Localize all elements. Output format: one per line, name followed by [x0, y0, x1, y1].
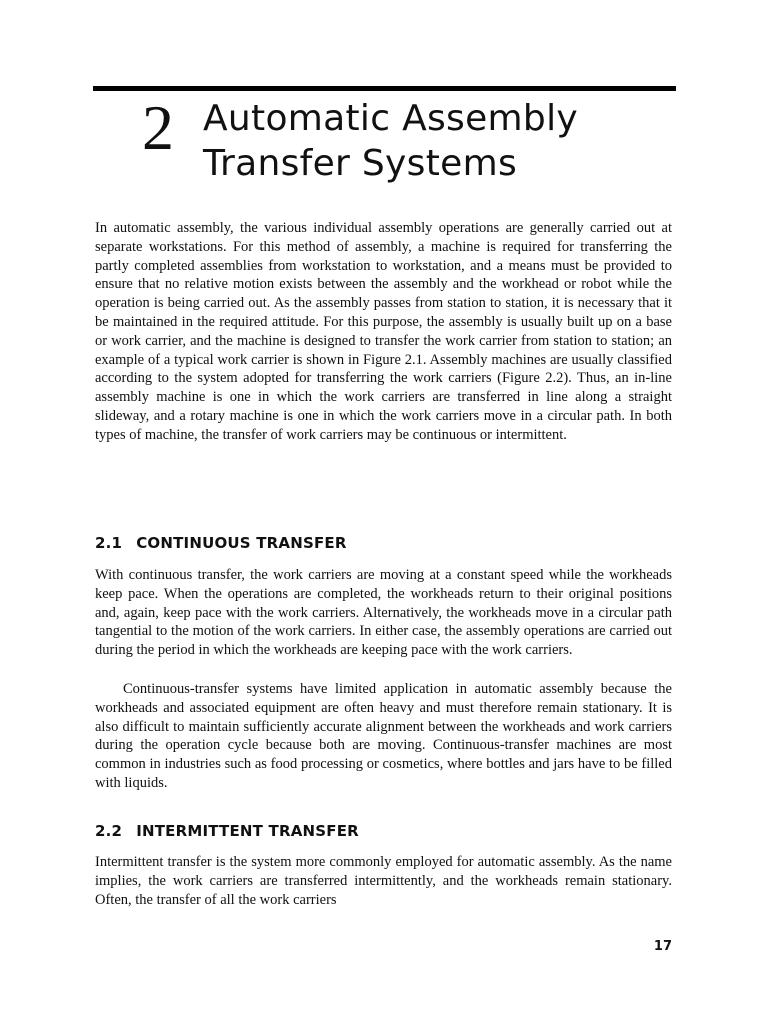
page-number: 17	[653, 939, 672, 954]
intro-paragraph: In automatic assembly, the various individual assembly operations are generally carried out at separate workstations. For this method of assembly, a machine is required for transferring the partly completed assemblies from workstation to workstation, and a means must be provided to ensure that no relative motion exists between the assembly and the workhead or robot while the operation is being carried out. As the assembly passes from station to station, it is necessary that it be maintained in the required attitude. For this purpose, the assembly is usually built up on a base or work carrier, and the machine is designed to transfer the work carrier from station to station; an example of a typical work carrier is shown in Figure 2.1. Assembly machines are usually classified according to the system adopted for transferring the work carriers (Figure 2.2). Thus, an in-line assembly machine is one in which the work carriers are transferred in line along a straight slideway, and a rotary machine is one in which the work carriers move in a circular path. In both types of machine, the transfer of work carriers may be continuous or intermittent.	[95, 220, 672, 443]
section-title: INTERMITTENT TRANSFER	[136, 822, 359, 840]
section-heading-intermittent-transfer	[95, 821, 359, 841]
chapter-title-line-1: Automatic Assembly	[203, 98, 578, 139]
section-title: CONTINUOUS TRANSFER	[136, 534, 347, 552]
chapter-title-line-2: Transfer Systems	[203, 143, 517, 184]
continuous-transfer-paragraph-1: With continuous transfer, the work carriers are moving at a constant speed while the workheads keep pace. When the operations are completed, the workheads return to their original positions and, again, keep pace with the work carriers. Alternatively, the workheads move in a circular path tangential to the motion of the work carriers. In either case, the assembly operations are carried out during the period in which the workheads are keeping pace with the work carriers.	[95, 567, 672, 659]
intermittent-transfer-paragraph-1: Intermittent transfer is the system more commonly employed for automatic assembly. As the name implies, the work carriers are transferred intermittently, and the workheads remain stationary. Often, the transfer of all the work carriers	[95, 854, 672, 908]
chapter-title	[203, 96, 578, 186]
section-number: 2.1	[95, 534, 123, 552]
section-heading-continuous-transfer	[95, 533, 347, 553]
chapter-top-rule	[93, 86, 676, 91]
section-number: 2.2	[95, 822, 123, 840]
continuous-transfer-paragraph-2: Continuous-transfer systems have limited application in automatic assembly because the workheads and associated equipment are often heavy and must therefore remain stationary. It is also difficult to maintain sufficiently accurate alignment between the workheads and work carriers during the operation cycle because both are moving. Continuous-transfer machines are most common in industries such as food processing or cosmetics, where bottles and jars have to be filled with liquids.	[95, 681, 672, 791]
chapter-number: 2	[142, 92, 174, 163]
